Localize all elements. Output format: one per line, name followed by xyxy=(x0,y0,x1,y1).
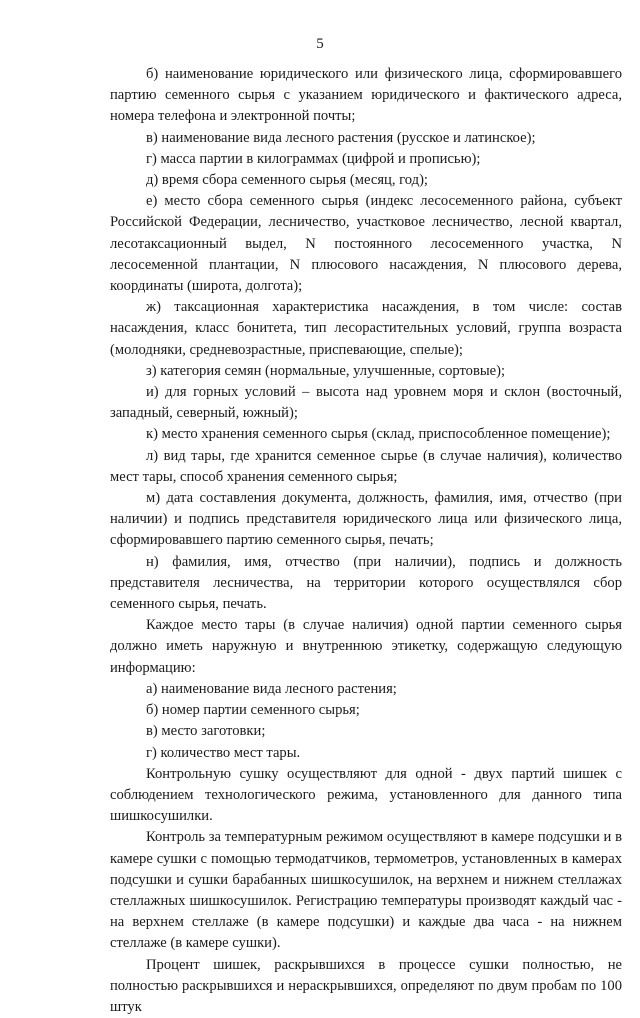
paragraph-item-i-mountain-conditions: и) для горных условий – высота над уровнем моря и склон (восточный, западный, северный, южный); xyxy=(110,384,622,422)
document-body xyxy=(110,64,622,1018)
paragraph-label-a-species: а) наименование вида лесного растения; xyxy=(146,680,397,697)
paragraph-item-n-forestry-representative: н) фамилия, имя, отчество (при наличии), подпись и должность представителя лесничества, на территории которого осуществлялся сбор семенного сырья, печать. xyxy=(110,553,622,613)
paragraph-cone-opening-percentage: Процент шишек, раскрывшихся в процессе сушки полностью, не полностью раскрывшихся и нераскрывшихся, определяют по двум пробам по 100 штук xyxy=(110,956,622,1015)
paragraph-item-v-species: в) наименование вида лесного растения (русское и латинское); xyxy=(146,129,536,146)
paragraph-control-drying: Контрольную сушку осуществляют для одной - двух партий шишек с соблюдением технологического режима, установленного для данного типа шишкосушилки. xyxy=(110,765,622,825)
paragraph-item-z-seed-category: з) категория семян (нормальные, улучшенные, сортовые); xyxy=(146,362,506,379)
paragraph-item-b-applicant: б) наименование юридического или физического лица, сформировавшего партию семенного сырья с указанием юридического и фактического адреса, номера телефона и электронной почты; xyxy=(110,66,622,125)
paragraph-item-zh-stand-characteristics: ж) таксационная характеристика насаждения, в том числе: состав насаждения, класс бонитета, тип лесорастительных условий, группа возраста (молодняки, средневозрастные, приспевающие, спелые); xyxy=(110,299,622,358)
paragraph-label-requirement: Каждое место тары (в случае наличия) одной партии семенного сырья должно иметь наружную и внутреннюю этикетку, содержащую следующую информацию: xyxy=(110,617,622,676)
paragraph-label-g-container-count: г) количество мест тары. xyxy=(146,744,301,761)
paragraph-item-m-document-date: м) дата составления документа, должность, фамилия, имя, отчество (при наличии) и подпись представителя юридического лица или физического лица, сформировавшего партию семенного сырья, печать; xyxy=(110,490,622,549)
paragraph-item-l-container-type: л) вид тары, где хранится семенное сырье (в случае наличия), количество мест тары, способ хранения семенного сырья; xyxy=(110,447,622,485)
paragraph-item-e-collection-place: е) место сбора семенного сырья (индекс лесосеменного района, субъект Российской Федерации, лесничество, участковое лесничество, лесной квартал, лесотаксационный выдел, N постоянного лесосеменного участка, N лесосеменной плантации, N плюсового насаждения, N плюсового дерева, координаты (широта, долгота); xyxy=(110,193,622,295)
paragraph-item-g-mass: г) масса партии в килограммах (цифрой и прописью); xyxy=(146,150,481,167)
paragraph-label-b-batch-number: б) номер партии семенного сырья; xyxy=(146,702,360,719)
paragraph-label-v-harvest-place: в) место заготовки; xyxy=(146,723,266,740)
paragraph-temperature-control: Контроль за температурным режимом осуществляют в камере подсушки и в камере сушки с помощью термодатчиков, термометров, установленных в камерах подсушки и сушки барабанных шишкосушилок, на верхнем и нижнем стеллажах стеллажных шишкосушилок. Регистрацию температуры производят каждый час - на верхнем стеллаже (в камере подсушки) и каждые два часа - на нижнем стеллаже (в камере сушки). xyxy=(110,829,622,952)
paragraph-item-d-collection-time: д) время сбора семенного сырья (месяц, год); xyxy=(146,172,428,189)
paragraph-item-k-storage-place: к) место хранения семенного сырья (склад, приспособленное помещение); xyxy=(146,426,611,443)
page-number: 5 xyxy=(316,36,324,52)
